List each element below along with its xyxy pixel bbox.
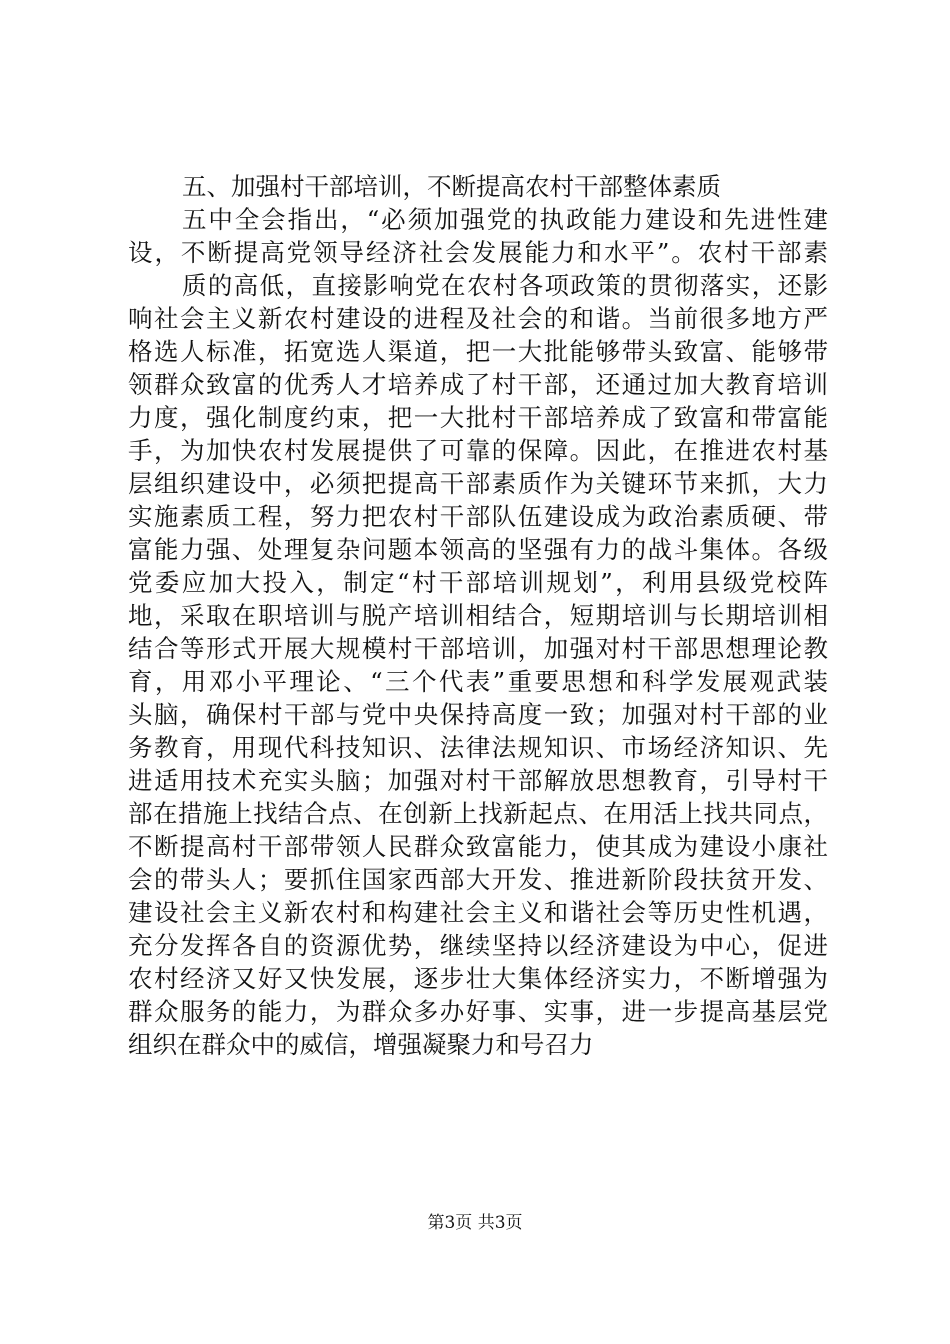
paragraph-line: 设，不断提高党领导经济社会发展能力和水平”。农村干部素 [128,238,828,267]
paragraph-line: 组织在群众中的威信，增强凝聚力和号召力 [128,1030,594,1059]
section-heading: 五、加强村干部培训，不断提高农村干部整体素质 [182,172,721,201]
paragraph-line: 层组织建设中，必须把提高干部素质作为关键环节来抓，大力 [128,469,828,498]
paragraph-line: 地，采取在职培训与脱产培训相结合，短期培训与长期培训相 [128,601,828,630]
paragraph-line: 手，为加快农村发展提供了可靠的保障。因此，在推进农村基 [128,436,828,465]
paragraph-line: 结合等形式开展大规模村干部培训，加强对村干部思想理论教 [128,634,828,663]
paragraph-line: 力度，强化制度约束，把一大批村干部培养成了致富和带富能 [128,403,828,432]
paragraph-line: 富能力强、处理复杂问题本领高的坚强有力的战斗集体。各级 [128,535,828,564]
page-number-footer: 第3页 共3页 [427,1213,523,1233]
paragraph-line: 部在措施上找结合点、在创新上找新起点、在用活上找共同点， [128,799,828,828]
paragraph-line: 会的带头人；要抓住国家西部大开发、推进新阶段扶贫开发、 [128,865,828,894]
paragraph-line: 充分发挥各自的资源优势，继续坚持以经济建设为中心，促进 [128,931,828,960]
paragraph-line: 群众服务的能力，为群众多办好事、实事，进一步提高基层党 [128,997,828,1026]
paragraph-line: 质的高低，直接影响党在农村各项政策的贯彻落实，还影 [182,271,828,300]
paragraph-line: 格选人标准，拓宽选人渠道，把一大批能够带头致富、能够带 [128,337,828,366]
paragraph-line: 党委应加大投入，制定“村干部培训规划”，利用县级党校阵 [128,568,828,597]
paragraph-line: 务教育，用现代科技知识、法律法规知识、市场经济知识、先 [128,733,828,762]
paragraph-line: 育，用邓小平理论、“三个代表”重要思想和科学发展观武装 [128,667,828,696]
paragraph-line: 不断提高村干部带领人民群众致富能力，使其成为建设小康社 [128,832,828,861]
paragraph-line: 五中全会指出，“必须加强党的执政能力建设和先进性建 [182,205,828,234]
paragraph-line: 领群众致富的优秀人才培养成了村干部，还通过加大教育培训 [128,370,828,399]
paragraph-line: 实施素质工程，努力把农村干部队伍建设成为政治素质硬、带 [128,502,828,531]
paragraph-line: 建设社会主义新农村和构建社会主义和谐社会等历史性机遇， [128,898,828,927]
paragraph-line: 响社会主义新农村建设的进程及社会的和谐。当前很多地方严 [128,304,828,333]
paragraph-line: 进适用技术充实头脑；加强对村干部解放思想教育，引导村干 [128,766,828,795]
paragraph-line: 头脑，确保村干部与党中央保持高度一致；加强对村干部的业 [128,700,828,729]
paragraph-line: 农村经济又好又快发展，逐步壮大集体经济实力，不断增强为 [128,964,828,993]
